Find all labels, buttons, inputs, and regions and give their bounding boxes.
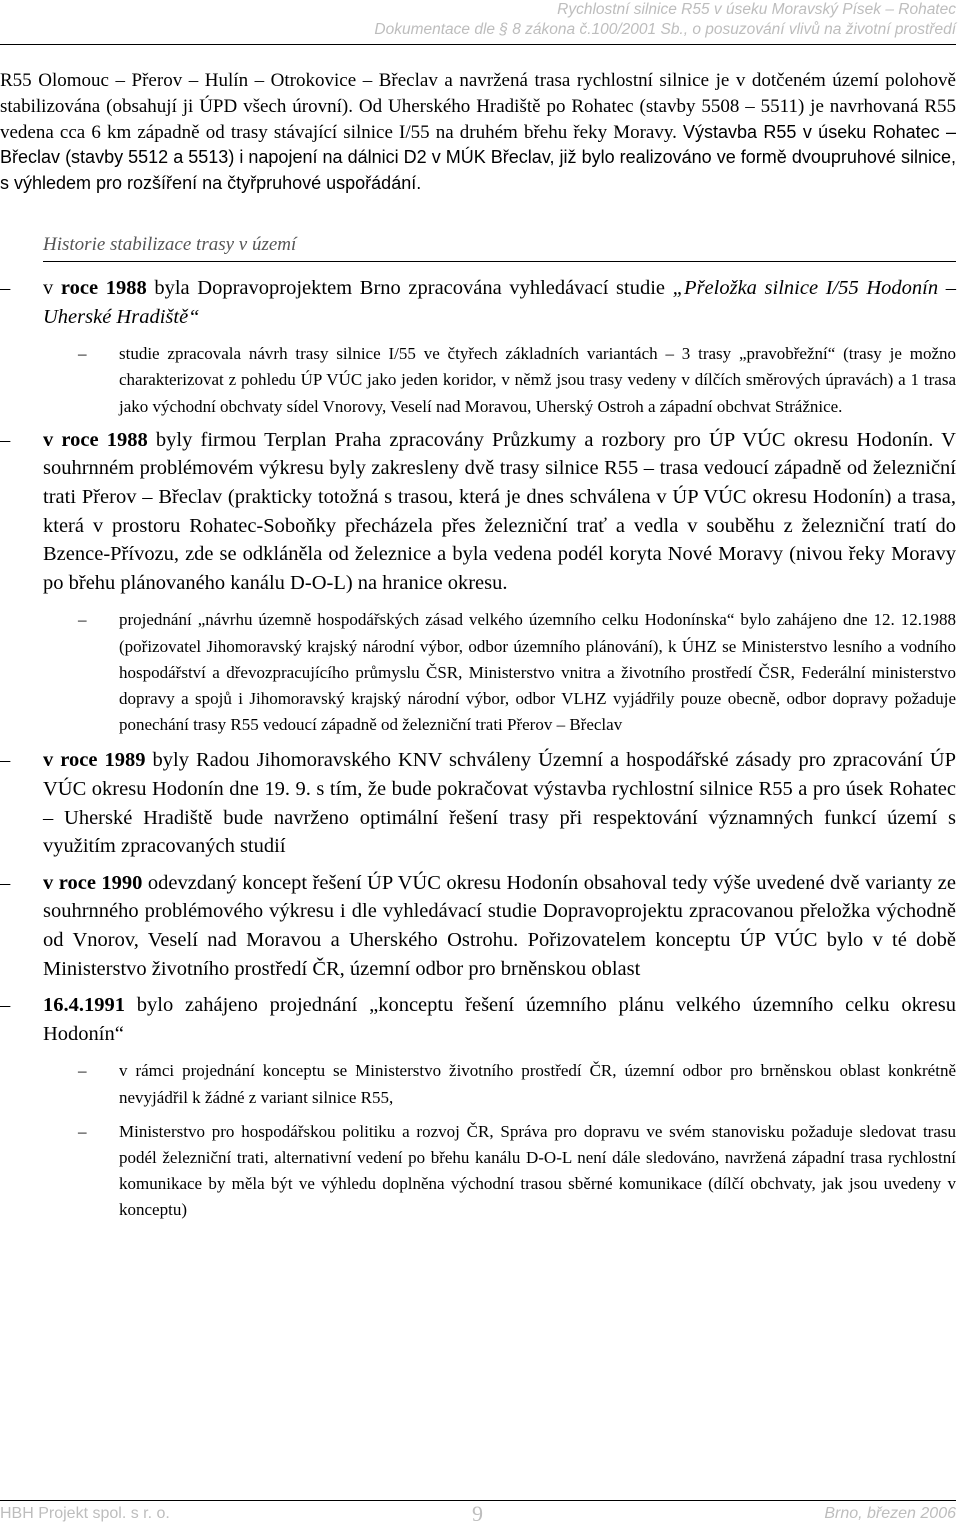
section-title: Historie stabilizace trasy v území <box>43 234 956 262</box>
item-date: 16.4.1991 <box>43 994 125 1017</box>
item-date: roce 1988 <box>60 276 147 299</box>
history-item <box>0 426 956 598</box>
dash-bullet: – <box>0 749 11 772</box>
history-item <box>0 746 956 860</box>
subitem-text: projednání „návrhu územně hospodářských zásad velkého územního celku Hodonínska“ bylo zahájeno dne 12. 12.1988 (pořizovatel Jihomoravský krajský národní výbor, odbor územního plánování), k ÚHZ se Ministerstvo lesního a vodního hospodářství a dřevozpracujícího průmyslu ČSR, Ministerstvo vnitra a životního prostředí ČSR, Federální ministerstvo dopravy a spojů i Jihomoravský krajský národní výbor, odbor VLHZ vyjádřily pouze obecně, odbor dopravy požaduje ponechání trasy R55 vedoucí západně od železniční trati Přerov – Břeclav <box>119 610 956 735</box>
intro-serif-text: R55 Olomouc – Přerov – Hulín – Otrokovice – Břeclav a navržená trasa rychlostní silnice je v dotčeném území polohově stabilizována (obsahují ji ÚPD všech úrovní). Od Uherského Hradiště po Rohatec (stavby 5508 – 5511) je navrhovaná R55 vedena cca 6 km západně od trasy stávající silnice I/55 na druhém břehu řeky Moravy. <box>0 70 956 143</box>
item-text: odevzdaný koncept řešení ÚP VÚC okresu Hodonín obsahoval tedy výše uvedené dvě varianty ze souhrnného problémového výkresu i dle vyhledávací studie Dopravoprojektu zpracovanou přeložka východně od Vnorov, Veselí nad Moravou a Uherského Ostrohu. Pořizovatelem konceptu ÚP VÚC bylo v té době Ministerstvo životního prostředí ČR, územní odbor pro brněnskou oblast <box>43 871 956 980</box>
dash-bullet: – <box>0 276 11 299</box>
subitem-text: studie zpracovala návrh trasy silnice I/55 ve čtyřech základních variantách – 3 trasy „pravobřežní“ (trasy je možno charakterizovat z pohledu ÚP VÚC jako jeden koridor, v němž jsou trasy vedeny v dílčích směrových úpravách) a 1 trasa jako východní obchvaty sídel Vnorovy, Veselí nad Moravou, Uherský Ostroh a západní obchvat Strážnice. <box>119 344 956 416</box>
page-footer <box>0 1500 956 1531</box>
history-item <box>0 274 956 331</box>
item-text: byla Dopravoprojektem Brno zpracována vyhledávací studie <box>146 276 673 299</box>
intro-paragraph <box>0 68 956 197</box>
item-text: byly Radou Jihomoravského KNV schváleny Územní a hospodářské zásady pro zpracování ÚP VÚC okresu Hodonín dne 19. 9. s tím, že bude pokračovat výstavba rychlostní silnice R55 a pro úsek Rohatec – Uherské Hradiště bude navrženo optimální řešení trasy při respektování významných funkcí území s využitím zpracovaných studií <box>43 749 956 858</box>
intro-sans-text: Výstavba R55 v úseku Rohatec – Břeclav (stavby 5512 a 5513) i napojení na dálnici D2 v MÚK Břeclav, již bylo realizováno ve formě dvoupruhové silnice, s výhledem pro rozšíření na čtyřpruhové uspořádání. <box>0 121 957 194</box>
dash-bullet: – <box>0 871 11 894</box>
dash-bullet: – <box>78 344 87 364</box>
study-title: „Přeložka silnice I/55 Hodonín – Uherské Hradiště“ <box>43 276 956 328</box>
item-text: bylo zahájeno projednání „konceptu řešení územního plánu velkého územního celku okresu Hodonín“ <box>43 994 956 1045</box>
history-subitem <box>0 1119 956 1224</box>
subitem-text: v rámci projednání konceptu se Ministerstvo životního prostředí ČR, územní odbor pro brněnskou oblast konkrétně nevyjádřil k žádné z variant silnice R55, <box>119 1061 956 1107</box>
dash-bullet: – <box>78 610 87 630</box>
subitem-text: Ministerstvo pro hospodářskou politiku a rozvoj ČR, Správa pro dopravu ve svém stanovisku požaduje sledovat trasu podél železniční trati, alternativní vedení po břehu kanálu D-O-L není dále sledováno, navržená západní trasa rychlostní komunikace by měla být ve výhledu doplněna východní trasou sběrné komunikace (dílčí obchvaty, jak jsou uvedeny v konceptu) <box>119 1121 956 1220</box>
item-prefix: v <box>43 276 61 299</box>
running-header <box>374 0 956 40</box>
dash-bullet: – <box>0 428 11 451</box>
footer-place-date: Brno, březen 2006 <box>824 1505 956 1522</box>
dash-bullet: – <box>78 1061 87 1081</box>
history-subitem <box>0 607 956 738</box>
history-subitem <box>0 1058 956 1110</box>
header-rule <box>0 44 956 45</box>
footer-company: HBH Projekt spol. s r. o. <box>0 1505 170 1522</box>
history-item <box>0 869 956 983</box>
header-title: Rychlostní silnice R55 v úseku Moravský Písek – Rohatec <box>557 1 956 18</box>
item-date: v roce 1988 <box>43 428 148 451</box>
page-number: 9 <box>472 1501 483 1526</box>
dash-bullet: – <box>0 994 11 1017</box>
document-body <box>0 68 956 1224</box>
dash-bullet: – <box>78 1121 87 1141</box>
history-item <box>0 991 956 1048</box>
item-text: byly firmou Terplan Praha zpracovány Průzkumy a rozbory pro ÚP VÚC okresu Hodonín. V souhrnném problémovém výkresu byly zakresleny dvě trasy silnice R55 – trasa vedoucí západně od železniční trati Přerov – Břeclav (prakticky totožná s trasou, která je dnes schválena v ÚP VÚC okresu Hodonín) a trasa, která v prostoru Rohatec-Soboňky přecházela přes železniční trať a vedla v souběhu z železniční tratí do Bzence-Přívozu, zde se odkláněla od železnice a byla vedena podél koryta Nové Moravy (nivou řeky Moravy po břehu plánovaného kanálu D-O-L) na hranice okresu. <box>43 428 956 594</box>
header-subtitle: Dokumentace dle § 8 zákona č.100/2001 Sb., o posuzování vlivů na životní prostředí <box>374 21 956 38</box>
item-date: v roce 1990 <box>43 871 143 894</box>
history-subitem <box>0 341 956 420</box>
item-date: v roce 1989 <box>43 749 146 772</box>
